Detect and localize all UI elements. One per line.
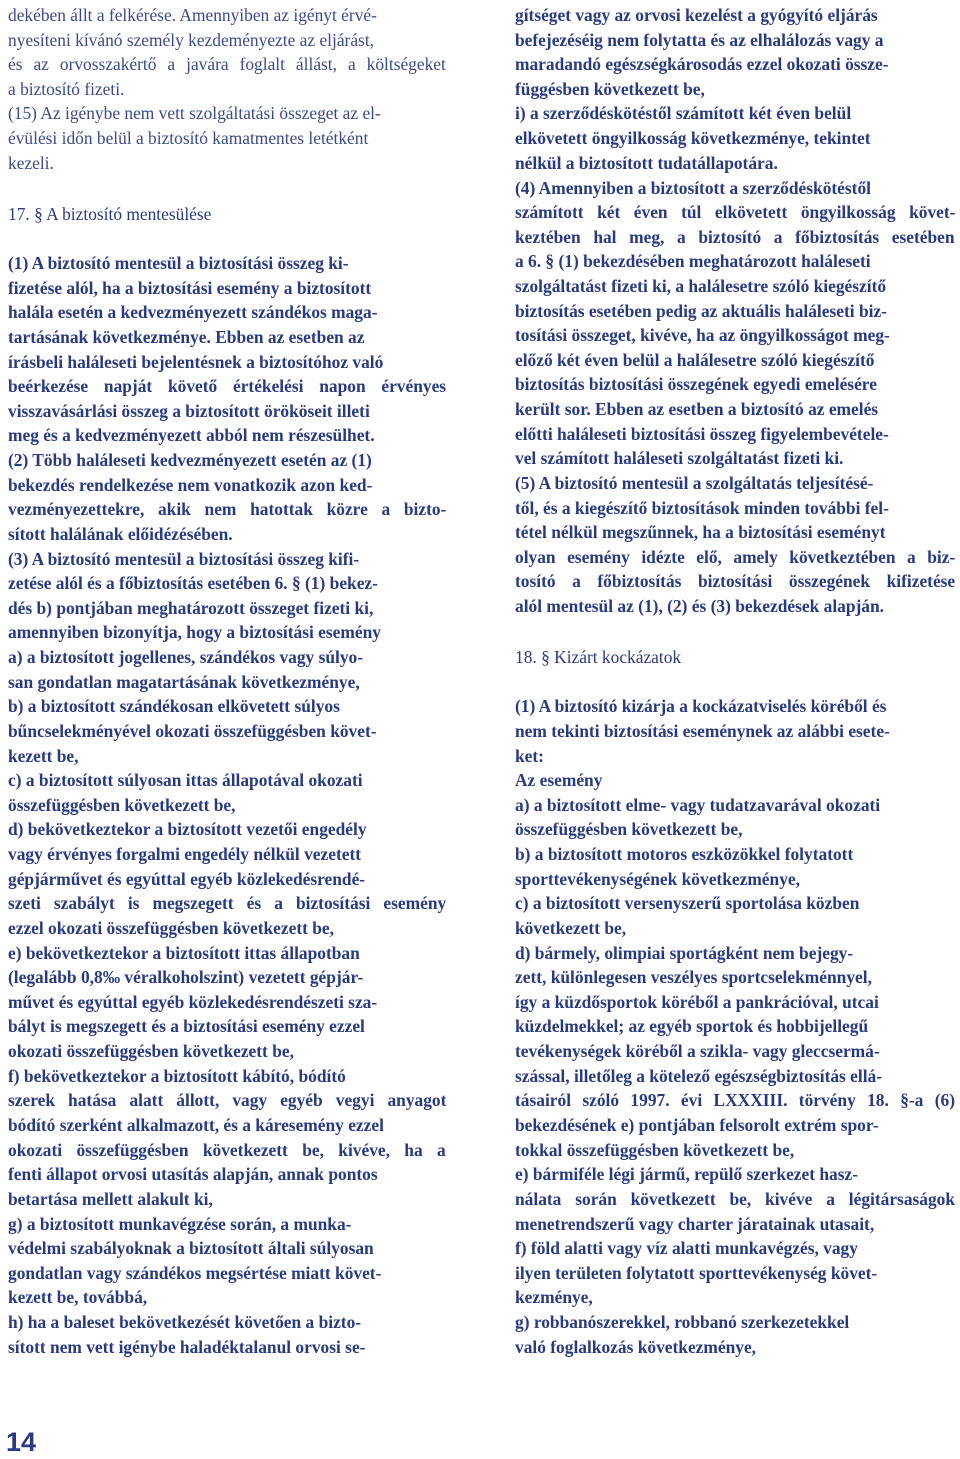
left-column-line: bekezdés rendelkezése nem vonatkozik azon ked- <box>8 475 373 495</box>
right-column-line: így a küzdősportok köréből a pankrációval, utcai <box>515 992 879 1012</box>
right-column-line: kezménye, <box>515 1287 593 1307</box>
left-column-line: b) a biztosított szándékosan elkövetett súlyos <box>8 696 340 716</box>
left-column-line: kezeli. <box>8 153 54 173</box>
right-column-line: tosítási összeget, kivéve, ha az öngyilkosságot meg- <box>515 325 890 345</box>
right-column-line: 18. § Kizárt kockázatok <box>515 647 682 667</box>
right-column-line: d) bármely, olimpiai sportágként nem bejegy- <box>515 943 854 963</box>
right-column-line: következett be, <box>515 918 627 938</box>
page-number: 14 <box>6 1427 37 1457</box>
left-column-line: szerek hatása alatt állott, vagy egyéb vegyi anyagot <box>8 1090 447 1110</box>
right-column-line: gítséget vagy az orvosi kezelést a gyógyító eljárás <box>515 5 878 25</box>
right-column-line: f) föld alatti vagy víz alatti munkavégzés, vagy <box>515 1238 858 1258</box>
right-column-line: c) a biztosított versenyszerű sportolása közben <box>515 893 860 913</box>
right-column-line: nélkül a biztosított tudatállapotára. <box>515 153 778 173</box>
left-column-line: sított nem vett igénybe haladéktalanul orvosi se- <box>8 1337 366 1357</box>
left-column-line: amennyiben bizonyítja, hogy a biztosítási esemény <box>8 622 381 642</box>
left-column-line: e) bekövetkeztekor a biztosított ittas állapotban <box>8 943 360 963</box>
left-column-line: bályt is megszegett és a biztosítási esemény ezzel <box>8 1016 365 1036</box>
left-column-line: f) bekövetkeztekor a biztosított kábító, bódító <box>8 1066 346 1086</box>
right-column-line: tevékenységek köréből a szikla- vagy gleccsermá- <box>515 1041 880 1061</box>
right-column-line: keztében hal meg, a biztosító a főbiztosítás esetében <box>515 227 955 247</box>
right-column-line: (5) A biztosító mentesül a szolgáltatás teljesítésé- <box>515 473 874 493</box>
left-column-line: gondatlan vagy szándékos megsértése miatt követ- <box>8 1263 382 1283</box>
left-column-line: bűncselekményével okozati összefüggésben követ- <box>8 721 377 741</box>
left-column-line: írásbeli haláleseti bejelentésnek a biztosítóhoz való <box>8 352 384 372</box>
right-column-line: zett, különlegesen veszélyes sportcselekménnyel, <box>515 967 872 987</box>
right-column-line: szolgáltatást fizeti ki, a halálesetre szóló kiegészítő <box>515 276 887 296</box>
left-column-line: visszavásárlási összeg a biztosított örököseit illeti <box>8 401 370 421</box>
left-column-line: fenti állapot orvosi utasítás alapján, annak pontos <box>8 1164 378 1184</box>
right-column-line: függésben következett be, <box>515 79 705 99</box>
right-column-line: összefüggésben következett be, <box>515 819 743 839</box>
right-column-line: sporttevékenységének következménye, <box>515 869 800 889</box>
left-column-line: vezményezettekre, akik nem hatottak közre a bizto- <box>8 499 447 519</box>
right-column-line: (4) Amennyiben a biztosított a szerződéskötéstől <box>515 178 871 198</box>
right-column-line: való foglalkozás következménye, <box>515 1337 757 1357</box>
left-column-line: c) a biztosított súlyosan ittas állapotával okozati <box>8 770 363 790</box>
left-column-line: összefüggésben következett be, <box>8 795 236 815</box>
right-column-line: olyan esemény idézte elő, amely következtében a biz- <box>515 547 956 567</box>
left-column-line: a) a biztosított jogellenes, szándékos vagy súlyo- <box>8 647 364 667</box>
left-column-line: a biztosító fizeti. <box>8 79 125 99</box>
left-column-line: és az orvosszakértő a javára foglalt állást, a költségeket <box>8 54 446 74</box>
left-column-line: (3) A biztosító mentesül a biztosítási összeg kifi- <box>8 549 360 569</box>
left-column-line: okozati összefüggésben következett be, kivéve, ha a <box>8 1140 446 1160</box>
left-column-line: meg és a kedvezményezett abból nem részesülhet. <box>8 425 375 445</box>
right-column-line: került sor. Ebben az esetben a biztosító az emelés <box>515 399 879 419</box>
left-column-line: kezett be, <box>8 746 79 766</box>
left-column-line: dekében állt a felkérése. Amennyiben az igényt érvé- <box>8 5 377 25</box>
left-column-line: kezett be, továbbá, <box>8 1287 148 1307</box>
left-column-line: halála esetén a kedvezményezett szándékos maga- <box>8 302 378 322</box>
left-column-line: bódító szerként alkalmazott, és a káresemény ezzel <box>8 1115 384 1135</box>
right-column-line: biztosítás biztosítási összegének egyedi emelésére <box>515 374 877 394</box>
right-column-line: tosító a főbiztosítás biztosítási összegének kifizetése <box>515 571 956 591</box>
right-column-line: től, és a kiegészítő biztosítások minden további fel- <box>515 498 889 518</box>
left-column-line: sított halálának előidézésében. <box>8 524 233 544</box>
right-column-line: szással, illetőleg a kötelező egészségbiztosítás ellá- <box>515 1066 883 1086</box>
left-column-line: beérkezése napját követő értékelési napon érvényes <box>8 376 447 396</box>
right-column-line: tétel nélkül megszűnnek, ha a biztosítási eseményt <box>515 522 886 542</box>
left-column-line: szeti szabályt is megszegett és a biztosítási esemény <box>8 893 447 913</box>
left-column-line: tartásának következménye. Ebben az esetben az <box>8 327 365 347</box>
left-column-line: zetése alól és a főbiztosítás esetében 6. § (1) bekez- <box>8 573 378 593</box>
left-column-line: vagy érvényes forgalmi engedély nélkül vezetett <box>8 844 362 864</box>
right-column-line: bekezdésének e) pontjában felsorolt extrém spor- <box>515 1115 879 1135</box>
left-column-line: dés b) pontjában meghatározott összeget fizeti ki, <box>8 598 374 618</box>
left-column-line: (1) A biztosító mentesül a biztosítási összeg ki- <box>8 253 349 273</box>
right-column-line: menetrendszerű vagy charter járatainak utasait, <box>515 1214 875 1234</box>
left-column-line: művet és egyúttal egyéb közlekedésrendészeti sza- <box>8 992 378 1012</box>
right-column-line: nálata során következett be, kivéve a légitársaságok <box>515 1189 956 1209</box>
right-column-line: nem tekinti biztosítási eseménynek az alábbi esete- <box>515 721 890 741</box>
left-column-line: nyesíteni kívánó személy kezdeményezte az eljárást, <box>8 30 375 50</box>
right-column-line: számított két éven túl elkövetett öngyilkosság követ- <box>515 202 956 222</box>
right-column-line: előtti haláleseti biztosítási összeg figyelembevétele- <box>515 424 889 444</box>
left-column-line: 17. § A biztosító mentesülése <box>8 204 212 224</box>
left-column-line: betartása mellett alakult ki, <box>8 1189 213 1209</box>
left-column-line: évülési időn belül a biztosító kamatmentes letétként <box>8 128 369 148</box>
left-column-line: g) a biztosított munkavégzése során, a munka- <box>8 1214 352 1234</box>
right-column-line: tokkal összefüggésben következett be, <box>515 1140 795 1160</box>
right-column-line: befejezéséig nem folytatta és az elhalálozás vagy a <box>515 30 884 50</box>
right-column-line: biztosítás esetében pedig az aktuális haláleseti biz- <box>515 301 887 321</box>
left-column-line: ezzel okozati összefüggésben következett be, <box>8 918 334 938</box>
right-column-line: alól mentesül az (1), (2) és (3) bekezdések alapján. <box>515 596 885 616</box>
right-column-line: küzdelmekkel; az egyéb sportok és hobbijellegű <box>515 1016 869 1036</box>
right-column-line: g) robbanószerekkel, robbanó szerkezetekkel <box>515 1312 850 1332</box>
right-column-line: tásairól szóló 1997. évi LXXXIII. törvény 18. §-a (6) <box>515 1090 956 1110</box>
left-column-line: gépjárművet és egyúttal egyéb közlekedésrendé- <box>8 869 366 889</box>
left-column-line: d) bekövetkeztekor a biztosított vezetői engedély <box>8 819 367 839</box>
left-column-line: (2) Több haláleseti kedvezményezett esetén az (1) <box>8 450 372 470</box>
left-column-line: védelmi szabályoknak a biztosított általi súlyosan <box>8 1238 374 1258</box>
right-column-line: a) a biztosított elme- vagy tudatzavarával okozati <box>515 795 881 815</box>
right-column-line: ket: <box>515 746 544 766</box>
right-column-line: vel számított haláleseti szolgáltatást fizeti ki. <box>515 448 844 468</box>
right-column-line: a 6. § (1) bekezdésében meghatározott haláleseti <box>515 251 871 271</box>
right-column-line: ilyen területen folytatott sporttevékenység követ- <box>515 1263 878 1283</box>
right-column-line: e) bármiféle légi jármű, repülő szerkezet hasz- <box>515 1164 859 1184</box>
left-column-line: fizetése alól, ha a biztosítási esemény a biztosított <box>8 278 372 298</box>
right-column-line: maradandó egészségkárosodás ezzel okozati össze- <box>515 54 889 74</box>
left-column-line: h) ha a baleset bekövetkezését követően a bizto- <box>8 1312 362 1332</box>
left-column-line: (legalább 0,8‰ véralkoholszint) vezetett gépjár- <box>8 967 364 987</box>
right-column-line: i) a szerződéskötéstől számított két éven belül <box>515 103 852 123</box>
left-column-line: (15) Az igénybe nem vett szolgáltatási összeget az el- <box>8 103 381 123</box>
right-column-line: előző két éven belül a halálesetre szóló kiegészítő <box>515 350 875 370</box>
right-column-line: Az esemény <box>515 770 603 790</box>
left-column-line: san gondatlan magatartásának következménye, <box>8 672 360 692</box>
right-column-line: b) a biztosított motoros eszközökkel folytatott <box>515 844 854 864</box>
right-column-line: elkövetett öngyilkosság következménye, tekintet <box>515 128 871 148</box>
left-column-line: okozati összefüggésben következett be, <box>8 1041 294 1061</box>
right-column-line: (1) A biztosító kizárja a kockázatviselés köréből és <box>515 696 887 716</box>
